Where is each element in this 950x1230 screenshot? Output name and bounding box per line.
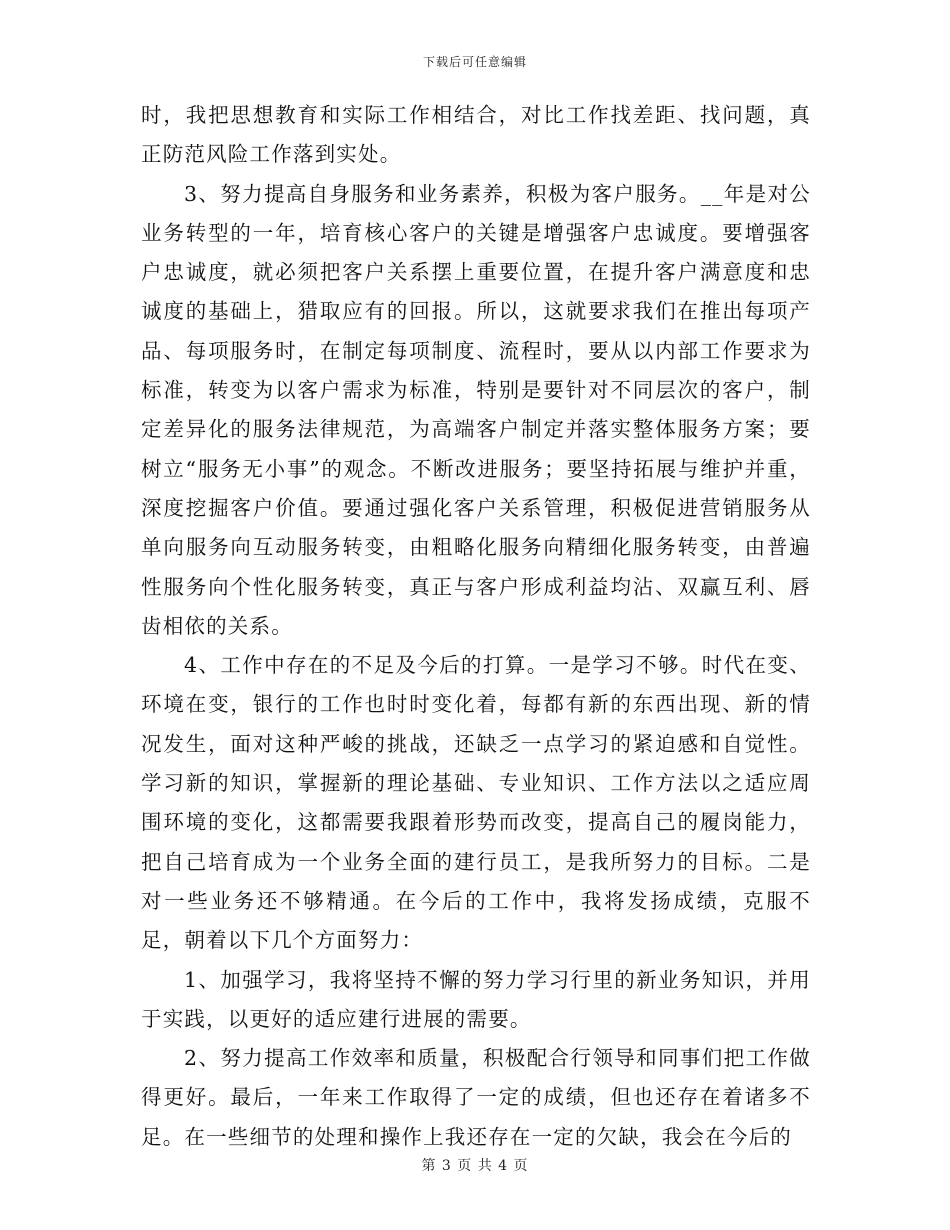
document-body [141, 96, 811, 1157]
paragraph-continuation: 时，我把思想教育和实际工作相结合，对比工作找差距、找问题，真正防范风险工作落到实处。 [141, 103, 811, 167]
page-header: 下载后可任意编辑 [422, 55, 527, 69]
paragraph-item-4: 4、工作中存在的不足及今后的打算。一是学习不够。时代在变、环境在变，银行的工作也时时变化着，每都有新的东西出现、新的情况发生，面对这种严峻的挑战，还缺乏一点学习的紧迫感和自觉性。学习新的知识，掌握新的理论基础、专业知识、工作方法以之适应周围环境的变化，这都需要我跟着形势而改变，提高自己的履岗能力，把自己培育成为一个业务全面的建行员工，是我所努力的目标。二是对一些业务还不够精通。在今后的工作中，我将发扬成绩，克服不足，朝着以下几个方面努力： [141, 653, 811, 953]
paragraph-item-3: 3、努力提高自身服务和业务素养，积极为客户服务。__年是对公业务转型的一年，培育核心客户的关键是增强客户忠诚度。要增强客户忠诚度，就必须把客户关系摆上重要位置，在提升客户满意度和忠诚度的基础上，猎取应有的回报。所以，这就要求我们在推出每项产品、每项服务时，在制定每项制度、流程时，要从以内部工作要求为标准，转变为以客户需求为标准，特别是要针对不同层次的客户，制定差异化的服务法律规范，为高端客户制定并落实整体服务方案；要树立“服务无小事”的观念。不断改进服务；要坚持拓展与维护并重，深度挖掘客户价值。要通过强化客户关系管理，积极促进营销服务从单向服务向互动服务转变，由粗略化服务向精细化服务转变，由普遍性服务向个性化服务转变，真正与客户形成利益均沾、双赢互利、唇齿相依的关系。 [141, 181, 811, 638]
paragraph-plan-2: 2、努力提高工作效率和质量，积极配合行领导和同事们把工作做得更好。最后，一年来工作取得了一定的成绩，但也还存在着诸多不足。在一些细节的处理和操作上我还存在一定的欠缺，我会在今后的 [141, 1046, 811, 1149]
page-footer: 第 3 页 共 4 页 [421, 1158, 529, 1174]
paragraph-plan-1: 1、加强学习，我将坚持不懈的努力学习行里的新业务知识，并用于实践，以更好的适应建行进展的需要。 [141, 967, 811, 1031]
